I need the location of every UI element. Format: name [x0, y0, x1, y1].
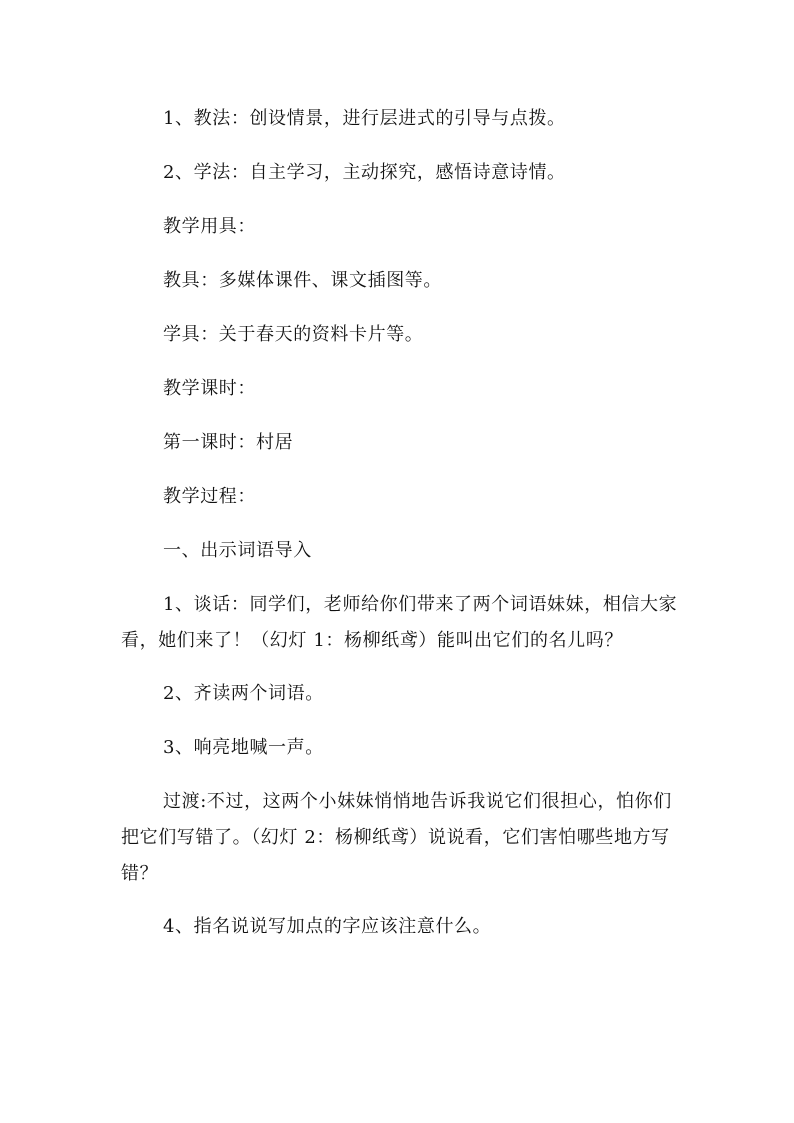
paragraph-step-2: 2、齐读两个词语。	[163, 683, 324, 704]
paragraph-step-3: 3、响亮地喊一声。	[163, 737, 324, 758]
heading-lesson-periods: 教学课时：	[163, 378, 256, 399]
paragraph-first-period: 第一课时：村居	[163, 432, 294, 453]
paragraph-teaching-method: 1、教法：创设情景，进行层进式的引导与点拨。	[163, 108, 566, 129]
paragraph-learning-method: 2、学法：自主学习，主动探究，感悟诗意诗情。	[163, 162, 566, 183]
paragraph-student-tools: 学具：关于春天的资料卡片等。	[163, 324, 424, 345]
section-heading-introduction: 一、出示词语导入	[163, 540, 312, 561]
paragraph-teacher-tools: 教具：多媒体课件、课文插图等。	[163, 270, 442, 291]
paragraph-transition: 过渡:不过，这两个小妹妹悄悄地告诉我说它们很担心，怕你们把它们写错了。（幻灯 2：杨柳纸鸢）说说看，它们害怕哪些地方写错？	[121, 791, 672, 884]
document-body	[121, 101, 681, 945]
paragraph-step-4: 4、指名说说写加点的字应该注意什么。	[163, 916, 492, 937]
heading-teaching-tools: 教学用具：	[163, 216, 256, 237]
paragraph-step-1: 1、谈话：同学们，老师给你们带来了两个词语妹妹，相信大家看，她们来了！（幻灯 1：杨柳纸鸢）能叫出它们的名儿吗？	[121, 594, 678, 651]
heading-teaching-process: 教学过程：	[163, 486, 256, 507]
